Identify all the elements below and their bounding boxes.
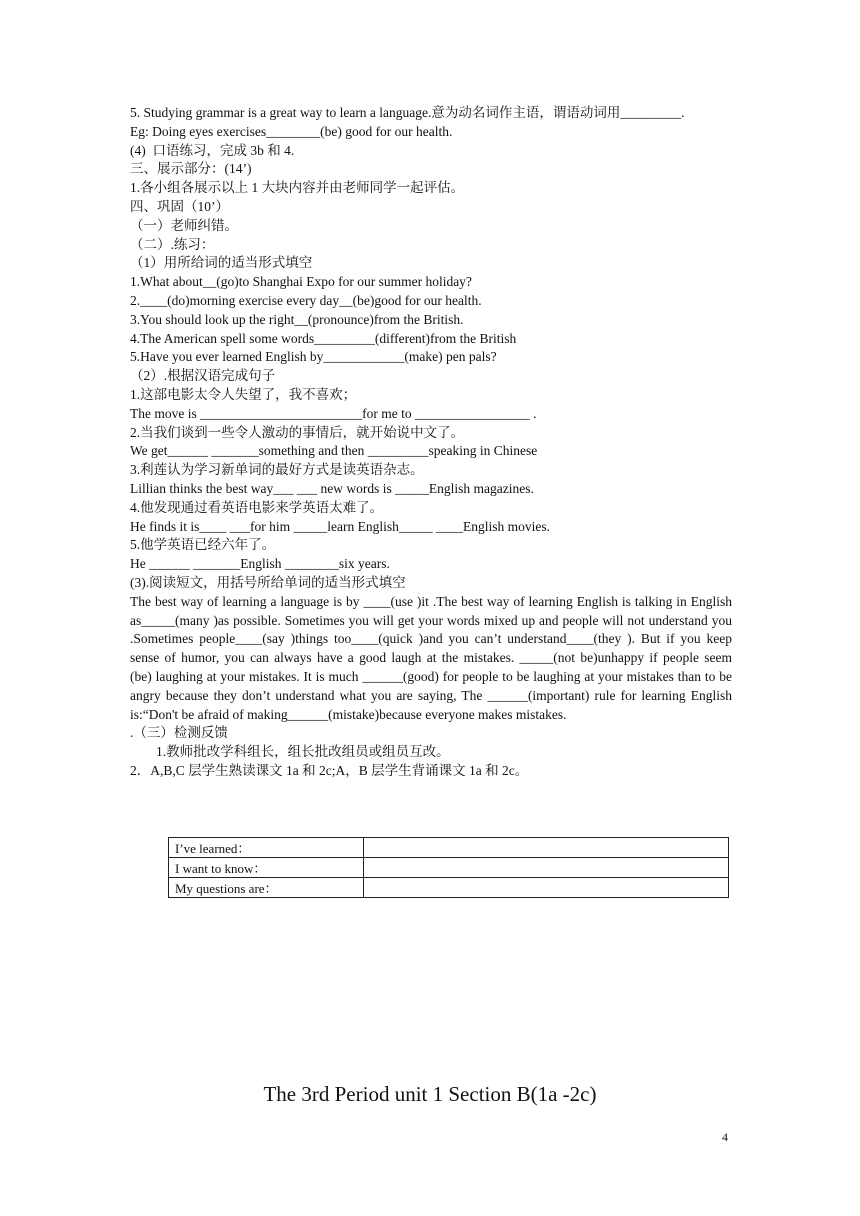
- table-label: I want to know：: [169, 858, 364, 878]
- exercise-1-item-5: 5.Have you ever learned English by____________(make) pen pals?: [130, 349, 497, 365]
- exercise-2-heading: （2）.根据汉语完成句子: [130, 368, 276, 384]
- table-label: I’ve learned：: [169, 838, 364, 858]
- table-cell: [364, 838, 729, 858]
- table-cell: [364, 858, 729, 878]
- exercise-1-item-3: 3.You should look up the right__(pronounce)from the British.: [130, 311, 464, 327]
- display-instruction: 1.各小组各展示以上 1 大块内容并由老师同学一起评估。: [130, 180, 465, 196]
- page-number: 4: [722, 1130, 728, 1144]
- exercise-3-heading: (3).阅读短文，用括号所给单词的适当形式填空: [130, 574, 406, 590]
- oral-practice-line: (4) 口语练习，完成 3b 和 4.: [130, 142, 295, 158]
- exercise-1-item-2: 2.____(do)morning exercise every day__(be)good for our health.: [130, 292, 482, 308]
- table-label: My questions are：: [169, 878, 364, 898]
- exercise-2-item-1-en: The move is ________________________for me to _________________ .: [130, 405, 537, 421]
- exercise-2-item-3-cn: 3.利莲认为学习新单词的最好方式是读英语杂志。: [130, 462, 424, 478]
- grammar-note: 5. Studying grammar is a great way to learn a language.意为动名词作主语，谓语动词用_________.: [130, 105, 685, 120]
- reflection-table: [168, 837, 729, 898]
- exercise-2-item-2-cn: 2.当我们谈到一些令人激动的事情后，就开始说中文了。: [130, 424, 465, 440]
- subheading-exercise: （二）.练习：: [130, 236, 215, 252]
- table-cell: [364, 878, 729, 898]
- next-period-title: The 3rd Period unit 1 Section B(1a -2c): [263, 1082, 597, 1106]
- table-row: [169, 838, 729, 858]
- table-row: [169, 878, 729, 898]
- feedback-item-1: 1.教师批改学科组长，组长批改组员或组员互改。: [156, 744, 450, 760]
- exercise-2-item-4-en: He finds it is____ ___for him _____learn English_____ ____English movies.: [130, 518, 550, 534]
- table-row: [169, 858, 729, 878]
- exercise-2-item-1-cn: 1.这部电影太令人失望了，我不喜欢；: [130, 386, 357, 402]
- exercise-2-item-5-cn: 5.他学英语已经六年了。: [130, 537, 276, 553]
- exercise-2-item-2-en: We get______ _______something and then _________speaking in Chinese: [130, 443, 538, 459]
- subheading-correction: （一）老师纠错。: [130, 217, 238, 233]
- exercise-2-item-5-en: He ______ _______English ________six years.: [130, 556, 390, 572]
- section-heading-consolidate: 四、巩固（10’）: [130, 198, 229, 214]
- exercise-1-item-1: 1.What about__(go)to Shanghai Expo for our summer holiday?: [130, 274, 472, 290]
- exercise-2-item-3-en: Lillian thinks the best way___ ___ new words is _____English magazines.: [130, 480, 534, 496]
- section-heading-display: 三、展示部分：(14’): [130, 161, 252, 177]
- feedback-item-2: 2．A,B,C 层学生熟读课文 1a 和 2c;A，B 层学生背诵课文 1a 和 2c。: [130, 762, 529, 778]
- feedback-heading: .（三）检测反馈: [130, 725, 228, 741]
- reading-passage: The best way of learning a language is by ____(use )it .The best way of learning English is talking in English as_____(many )as possible. Sometimes you will get your words mixed up and people will not understand you .Sometimes people____(say )things too____(quick )and you can’t understand____(they ). But if you keep sense of humor, you can always have a good laugh at the mistakes. _____(not be)unhappy if people seem (be) laughing at your mistakes. It is much ______(good) for people to be laughing at your mistakes than to be angry because they don’t understand what you are saying, The ______(important) rule for learning English is:“Don't be afraid of making______(mistake)because everyone makes mistakes.: [130, 593, 773, 722]
- example-line: Eg: Doing eyes exercises________(be) good for our health.: [130, 123, 453, 139]
- exercise-1-item-4: 4.The American spell some words_________(different)from the British: [130, 330, 517, 346]
- worksheet-body: [130, 104, 773, 781]
- exercise-1-heading: （1）用所给词的适当形式填空: [130, 255, 313, 271]
- exercise-2-item-4-cn: 4.他发现通过看英语电影来学英语太难了。: [130, 499, 384, 515]
